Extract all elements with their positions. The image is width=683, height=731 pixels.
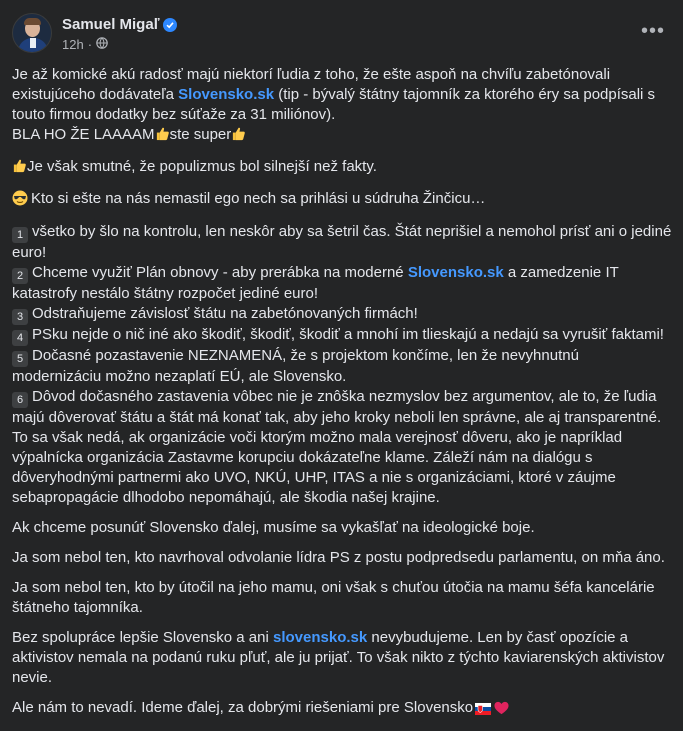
paragraph-6: Ja som nebol ten, kto by útočil na jeho mamu, oni však s chuťou útočia na mamu šéfa kancelárie štátneho tajomníka. [12,579,655,616]
text: Ale nám to nevadí. Ideme ďalej, za dobrými riešeniami pre Slovensko [12,699,474,716]
thumbs-up-emoji [231,126,246,147]
author-name[interactable]: Samuel Migaľ [62,16,160,33]
text: Chceme využiť Plán obnovy - aby prerábka na moderné [32,264,408,281]
post-meta [62,35,108,55]
red-heart-emoji [494,701,509,721]
text: PSku nejde o nič iné ako škodiť, škodiť, škodiť a mnohí im tlieskajú a nedajú sa vyrušiť faktami! [32,326,664,343]
meta-separator: · [87,37,93,52]
text: Je až komické akú radosť majú niektorí ľudia z toho, že ešte aspoň na chvíľu zabetónovali existujúceho dodávateľa [12,66,611,103]
list-item [12,325,672,346]
paragraph-3 [12,189,672,212]
list-item [12,387,672,508]
author-line [62,15,177,35]
post-header [12,13,671,55]
text: (tip - bývalý štátny tajomník za ktorého éry sa podpísali s touto firmou dodatky bez súťaže za 31 miliónov). [12,86,656,123]
list-item [12,304,672,325]
list-item [12,222,672,263]
list-item [12,346,672,387]
post-body [12,65,672,731]
sunglasses-emoji [12,190,28,212]
text: Bez spolupráce lepšie Slovensko a ani [12,629,273,646]
text: nevybudujeme. Len by časť opozície a aktivistov nemala na podanú ruku pľuť, ale ju prijať. To však nikto z týchto kaviarenských aktivistov nevie. [12,629,665,686]
list-item [12,263,672,304]
post-timestamp[interactable]: 12h [62,37,84,52]
paragraph-7 [12,628,672,688]
keycap-number-icon: 4 [12,330,28,346]
text: všetko by šlo na kontrolu, len neskôr aby sa šetril čas. Štát neprišiel a nemohol prísť ani o jediné euro! [12,223,672,261]
keycap-number-icon: 6 [12,392,28,408]
paragraph-2 [12,157,672,179]
keycap-number-icon: 1 [12,227,28,243]
text: Je však smutné, že populizmus bol silnejší než fakty. [27,158,377,175]
thumbs-up-emoji [12,158,27,179]
slovakia-flag-emoji [475,701,491,721]
text: Dočasné pozastavenie NEZNAMENÁ, že s projektom končíme, len že nevyhnutnú modernizáciu možno nezaplatí EÚ, ale Slovensko. [12,347,579,385]
author-avatar[interactable] [12,13,52,53]
paragraph-4: Ak chceme posunúť Slovensko ďalej, musíme sa vykašľať na ideologické boje. [12,519,535,536]
verified-badge-icon [163,18,177,32]
slovensko-sk-link[interactable]: Slovensko.sk [407,264,504,281]
more-options-icon[interactable]: ••• [640,20,665,42]
keycap-number-icon: 2 [12,268,28,284]
text: BLA HO ŽE LAAAAM [12,126,155,143]
thumbs-up-emoji [155,126,170,147]
keycap-number-icon: 5 [12,351,28,367]
slovensko-sk-link[interactable]: slovensko.sk [273,629,368,646]
slovensko-sk-link[interactable]: Slovensko.sk [178,86,275,103]
paragraph-1 [12,65,672,147]
paragraph-5: Ja som nebol ten, kto navrhoval odvolanie lídra PS z postu podpredsedu parlamentu, on mňa áno. [12,549,665,566]
text: Dôvod dočasného zastavenia vôbec nie je znôška nezmyslov bez argumentov, ale to, že ľudia majú dôverovať štátu a štát má konať tak, aby jeho kroky neboli len správne, ale aj transparentné. To sa však nedá, ak organizácie voči ktorým možno mala verejnosť dôveru, ako je napríklad výpalnícka organizácia Zastavme korupciu dokázateľne klame. Záleží nám na dialógu s dôveryhodnými partnermi ako UVO, NKÚ, UHP, ITAS a nie s organizáciami, ktoré v záujme sebapropagácie dlhodobo nepomáhajú, ale škodia našej krajine. [12,388,662,506]
text: Kto si ešte na nás nemastil ego nech sa prihlási u súdruha Žinčicu… [31,190,486,207]
paragraph-8 [12,698,672,721]
keycap-number-icon: 3 [12,309,28,325]
text: ste super [169,126,232,143]
text: Odstraňujeme závislosť štátu na zabetónovaných firmách! [32,305,418,322]
globe-privacy-icon [96,35,108,55]
text: a zamedzenie IT katastrofy nestálo štátny rozpočet jediné euro! [12,264,619,302]
